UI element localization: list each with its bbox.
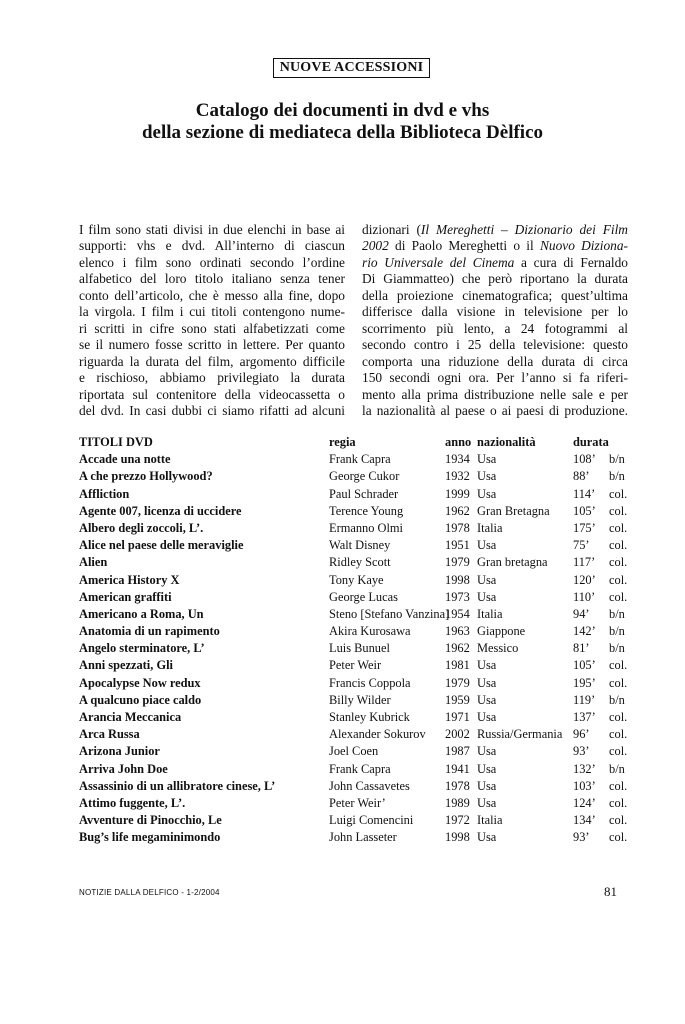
intro-right-line: rio Universale del Cinema a cura di Fernaldo — [362, 254, 628, 270]
film-title: Alice nel paese delle meraviglie — [79, 538, 244, 553]
film-director: George Cukor — [329, 469, 400, 484]
film-duration: 120’ — [573, 572, 596, 587]
film-duration: 88’ — [573, 469, 590, 484]
film-color: col. — [609, 555, 628, 570]
intro-left-line: alfabetico del loro titolo italiano senza tener — [79, 271, 345, 287]
film-duration: 134’ — [573, 813, 596, 828]
film-title: Anni spezzati, Gli — [79, 658, 173, 673]
film-title: Agente 007, licenza di uccidere — [79, 503, 242, 518]
film-duration: 75’ — [573, 538, 590, 553]
film-director: Terence Young — [329, 503, 404, 518]
film-color: b/n — [609, 469, 625, 484]
film-director: John Cassavetes — [329, 778, 410, 793]
table-row — [79, 778, 639, 795]
film-color: col. — [609, 589, 628, 604]
footer-publication: NOTIZIE DALLA DELFICO - 1-2/2004 — [79, 888, 220, 897]
film-year: 1962 — [445, 503, 470, 518]
film-director: Paul Schrader — [329, 486, 399, 501]
film-duration: 93’ — [573, 830, 590, 845]
header-durata: durata — [573, 435, 609, 449]
film-year: 1979 — [445, 675, 470, 690]
intro-left-line: se il numero fosse scritto in lettere. Per quanto — [79, 337, 345, 353]
film-director: Stanley Kubrick — [329, 710, 410, 724]
film-country: Usa — [477, 589, 497, 604]
header-regia: regia — [329, 435, 356, 449]
film-director: Peter Weir’ — [329, 795, 386, 810]
film-country: Italia — [477, 520, 503, 535]
film-director: Frank Capra — [329, 761, 391, 776]
film-year: 1971 — [445, 710, 470, 724]
film-country: Usa — [477, 469, 497, 484]
film-year: 1934 — [445, 452, 470, 467]
table-body — [79, 451, 639, 846]
film-year: 1998 — [445, 830, 470, 845]
film-year: 1951 — [445, 538, 470, 553]
film-color: col. — [609, 520, 628, 535]
film-year: 1987 — [445, 744, 470, 759]
film-duration: 142’ — [573, 624, 596, 639]
intro-left-line: del dvd. In casi dubbi ci siamo rifatti ad alcuni — [79, 402, 345, 418]
intro-right-line: dizionari (Il Mereghetti – Dizionario dei Film — [362, 222, 628, 237]
table-row — [79, 451, 639, 468]
film-color: col. — [609, 744, 628, 759]
film-year: 1979 — [445, 555, 470, 570]
film-year: 2002 — [445, 727, 470, 742]
table-row — [79, 623, 639, 640]
film-title: Affliction — [79, 486, 130, 501]
film-color: col. — [609, 813, 628, 828]
film-color: b/n — [609, 692, 625, 707]
film-title: Arancia Meccanica — [79, 710, 182, 724]
film-year: 1989 — [445, 795, 470, 810]
table-row — [79, 486, 639, 503]
film-title: American graffiti — [79, 589, 172, 604]
film-country: Usa — [477, 710, 497, 724]
table-row — [79, 692, 639, 709]
film-director: Alexander Sokurov — [329, 727, 426, 742]
film-year: 1978 — [445, 778, 470, 793]
film-duration: 105’ — [573, 658, 596, 673]
page-title-line2: della sezione di mediateca della Biblioteca Dèlfico — [141, 122, 544, 143]
table-row — [79, 572, 639, 589]
film-year: 1981 — [445, 658, 470, 673]
film-title: Albero degli zoccoli, L’. — [79, 520, 204, 535]
intro-right-line: secondo contro i 25 della televisione: questo — [362, 337, 628, 353]
film-director: Akira Kurosawa — [329, 624, 411, 639]
film-year: 1972 — [445, 813, 470, 828]
film-title: A qualcuno piace caldo — [79, 692, 202, 707]
film-title: Arca Russa — [79, 727, 140, 742]
film-title: Arriva John Doe — [79, 761, 168, 776]
film-year: 1963 — [445, 624, 470, 639]
film-color: col. — [609, 795, 628, 810]
film-director: Luis Bunuel — [329, 641, 390, 656]
table-row — [79, 657, 639, 674]
table-row — [79, 640, 639, 657]
film-duration: 93’ — [573, 744, 590, 759]
film-director: John Lasseter — [329, 830, 397, 845]
film-duration: 110’ — [573, 589, 596, 604]
film-director: Ridley Scott — [329, 555, 391, 570]
film-country: Usa — [477, 830, 497, 845]
film-country: Usa — [477, 675, 497, 690]
intro-left-line: e rischioso, abbiamo privilegiato la durata — [79, 370, 345, 386]
film-country: Usa — [477, 538, 497, 553]
film-country: Usa — [477, 778, 497, 793]
header-titles: TITOLI DVD — [79, 435, 153, 449]
table-row — [79, 829, 639, 846]
film-year: 1998 — [445, 572, 470, 587]
film-duration: 175’ — [573, 520, 596, 535]
film-color: col. — [609, 486, 628, 501]
page-number: 81 — [604, 884, 617, 899]
film-color: col. — [609, 538, 628, 553]
table-row — [79, 537, 639, 554]
film-title: Apocalypse Now redux — [79, 675, 201, 690]
film-country: Usa — [477, 795, 497, 810]
film-title: Attimo fuggente, L’. — [79, 795, 186, 810]
film-year: 1954 — [445, 606, 470, 621]
film-title: Arizona Junior — [79, 744, 160, 759]
film-duration: 124’ — [573, 795, 596, 810]
film-title: Avventure di Pinocchio, Le — [79, 813, 222, 828]
film-director: Luigi Comencini — [329, 813, 414, 828]
table-row — [79, 812, 639, 829]
intro-right-line: scorrimento più lento, a 24 fotogrammi al — [362, 320, 628, 336]
intro-right-line: 2002 di Paolo Mereghetti o il Nuovo Diziona- — [362, 238, 628, 254]
intro-right-line: Di Giammatteo) che però riportano la durata — [362, 271, 628, 287]
table-row — [79, 606, 639, 623]
film-country: Gran Bretagna — [477, 503, 550, 518]
intro-right-column — [362, 222, 628, 419]
film-country: Usa — [477, 692, 497, 707]
table-row — [79, 554, 639, 571]
film-country: Usa — [477, 486, 497, 501]
table-row — [79, 503, 639, 520]
page-title-line1: Catalogo dei documenti in dvd e vhs — [195, 100, 490, 121]
film-title: A che prezzo Hollywood? — [79, 469, 213, 484]
intro-left-column — [79, 222, 345, 419]
film-color: col. — [609, 778, 628, 793]
film-director: Joel Coen — [329, 744, 379, 759]
film-year: 1973 — [445, 589, 470, 604]
intro-left-line: la virgola. I film i cui titoli contengono nume- — [79, 304, 345, 320]
film-country: Usa — [477, 572, 497, 587]
intro-left-line: supporti: vhs e dvd. All’interno di ciascun — [79, 238, 345, 254]
table-row — [79, 795, 639, 812]
film-director: Ermanno Olmi — [329, 520, 403, 535]
section-label: NUOVE ACCESSIONI — [273, 58, 430, 78]
film-country: Usa — [477, 452, 497, 467]
film-year: 1962 — [445, 641, 470, 656]
film-title: America History X — [79, 572, 180, 587]
film-color: col. — [609, 727, 628, 742]
film-title: Assassinio di un allibratore cinese, L’ — [79, 778, 276, 793]
film-director: Frank Capra — [329, 452, 391, 467]
intro-right-line: 150 secondi ogni ora. Per l’anno si fa riferi- — [362, 370, 628, 386]
film-country: Usa — [477, 761, 497, 776]
table-row — [79, 709, 639, 726]
film-color: col. — [609, 572, 628, 587]
film-country: Italia — [477, 813, 503, 828]
film-duration: 114’ — [573, 486, 596, 501]
table-row — [79, 589, 639, 606]
film-country: Usa — [477, 744, 497, 759]
intro-left-line: riportata sul contenitore della videocassetta o — [79, 386, 345, 402]
intro-right-line: comporta una riduzione della durata di circa — [362, 353, 628, 369]
table-row — [79, 761, 639, 778]
film-title: Anatomia di un rapimento — [79, 624, 220, 639]
film-duration: 96’ — [573, 727, 590, 742]
film-director: Walt Disney — [329, 538, 391, 553]
film-year: 1959 — [445, 692, 470, 707]
film-title: Americano a Roma, Un — [79, 606, 204, 621]
intro-left-line: conto dell’articolo, che è messo alla fine, dopo — [79, 287, 345, 303]
film-duration: 132’ — [573, 761, 596, 776]
header-anno: anno — [445, 435, 472, 449]
film-duration: 137’ — [573, 710, 596, 724]
film-year: 1932 — [445, 469, 470, 484]
dvd-catalog-table — [79, 434, 639, 847]
film-director: George Lucas — [329, 589, 398, 604]
film-title: Angelo sterminatore, L’ — [79, 641, 205, 656]
intro-left-line: riguarda la durata del film, argomento difficile — [79, 353, 345, 369]
film-duration: 105’ — [573, 503, 596, 518]
table-row — [79, 726, 639, 743]
film-color: col. — [609, 503, 628, 518]
film-country: Usa — [477, 658, 497, 673]
film-color: col. — [609, 658, 628, 673]
film-director: Francis Coppola — [329, 675, 411, 690]
film-duration: 117’ — [573, 555, 596, 570]
film-year: 1999 — [445, 486, 470, 501]
film-duration: 103’ — [573, 778, 596, 793]
film-color: col. — [609, 830, 628, 845]
intro-right-line: la nazionalità al paese o ai paesi di produzione. — [362, 402, 628, 418]
table-row — [79, 520, 639, 537]
film-duration: 108’ — [573, 452, 596, 467]
film-color: col. — [609, 710, 628, 724]
film-director: Steno [Stefano Vanzina] — [329, 606, 450, 621]
film-color: b/n — [609, 606, 625, 621]
intro-right-line: differisce dalla visione in televisione per lo — [362, 304, 628, 320]
film-duration: 94’ — [573, 606, 590, 621]
film-year: 1941 — [445, 761, 470, 776]
film-director: Peter Weir — [329, 658, 382, 673]
intro-left-line: ri scritti in cifre sono stati alfabetizzati come — [79, 320, 345, 336]
film-director: Billy Wilder — [329, 692, 391, 707]
film-country: Messico — [477, 641, 519, 656]
film-color: col. — [609, 675, 628, 690]
table-row — [79, 743, 639, 760]
table-header-row — [79, 434, 639, 451]
header-nazionalita: nazionalità — [477, 435, 536, 449]
film-country: Russia/Germania — [477, 727, 563, 742]
intro-right-line: mento alla prima distribuzione nelle sale e per — [362, 386, 628, 402]
film-color: b/n — [609, 641, 625, 656]
film-director: Tony Kaye — [329, 572, 384, 587]
film-title: Alien — [79, 555, 108, 570]
film-duration: 195’ — [573, 675, 596, 690]
film-duration: 81’ — [573, 641, 590, 656]
film-duration: 119’ — [573, 692, 596, 707]
table-row — [79, 468, 639, 485]
film-color: b/n — [609, 761, 625, 776]
film-country: Gran bretagna — [477, 555, 548, 570]
film-country: Italia — [477, 606, 503, 621]
intro-left-line: elenco i film sono ordinati secondo l’ordine — [79, 254, 345, 270]
table-row — [79, 675, 639, 692]
film-title: Bug’s life megaminimondo — [79, 830, 221, 845]
film-color: b/n — [609, 624, 625, 639]
film-year: 1978 — [445, 520, 470, 535]
film-color: b/n — [609, 452, 625, 467]
film-title: Accade una notte — [79, 452, 171, 467]
intro-left-line: I film sono stati divisi in due elenchi in base ai — [79, 222, 345, 237]
film-country: Giappone — [477, 624, 526, 639]
intro-right-line: della proiezione cinematografica; quest’ultima — [362, 287, 628, 303]
